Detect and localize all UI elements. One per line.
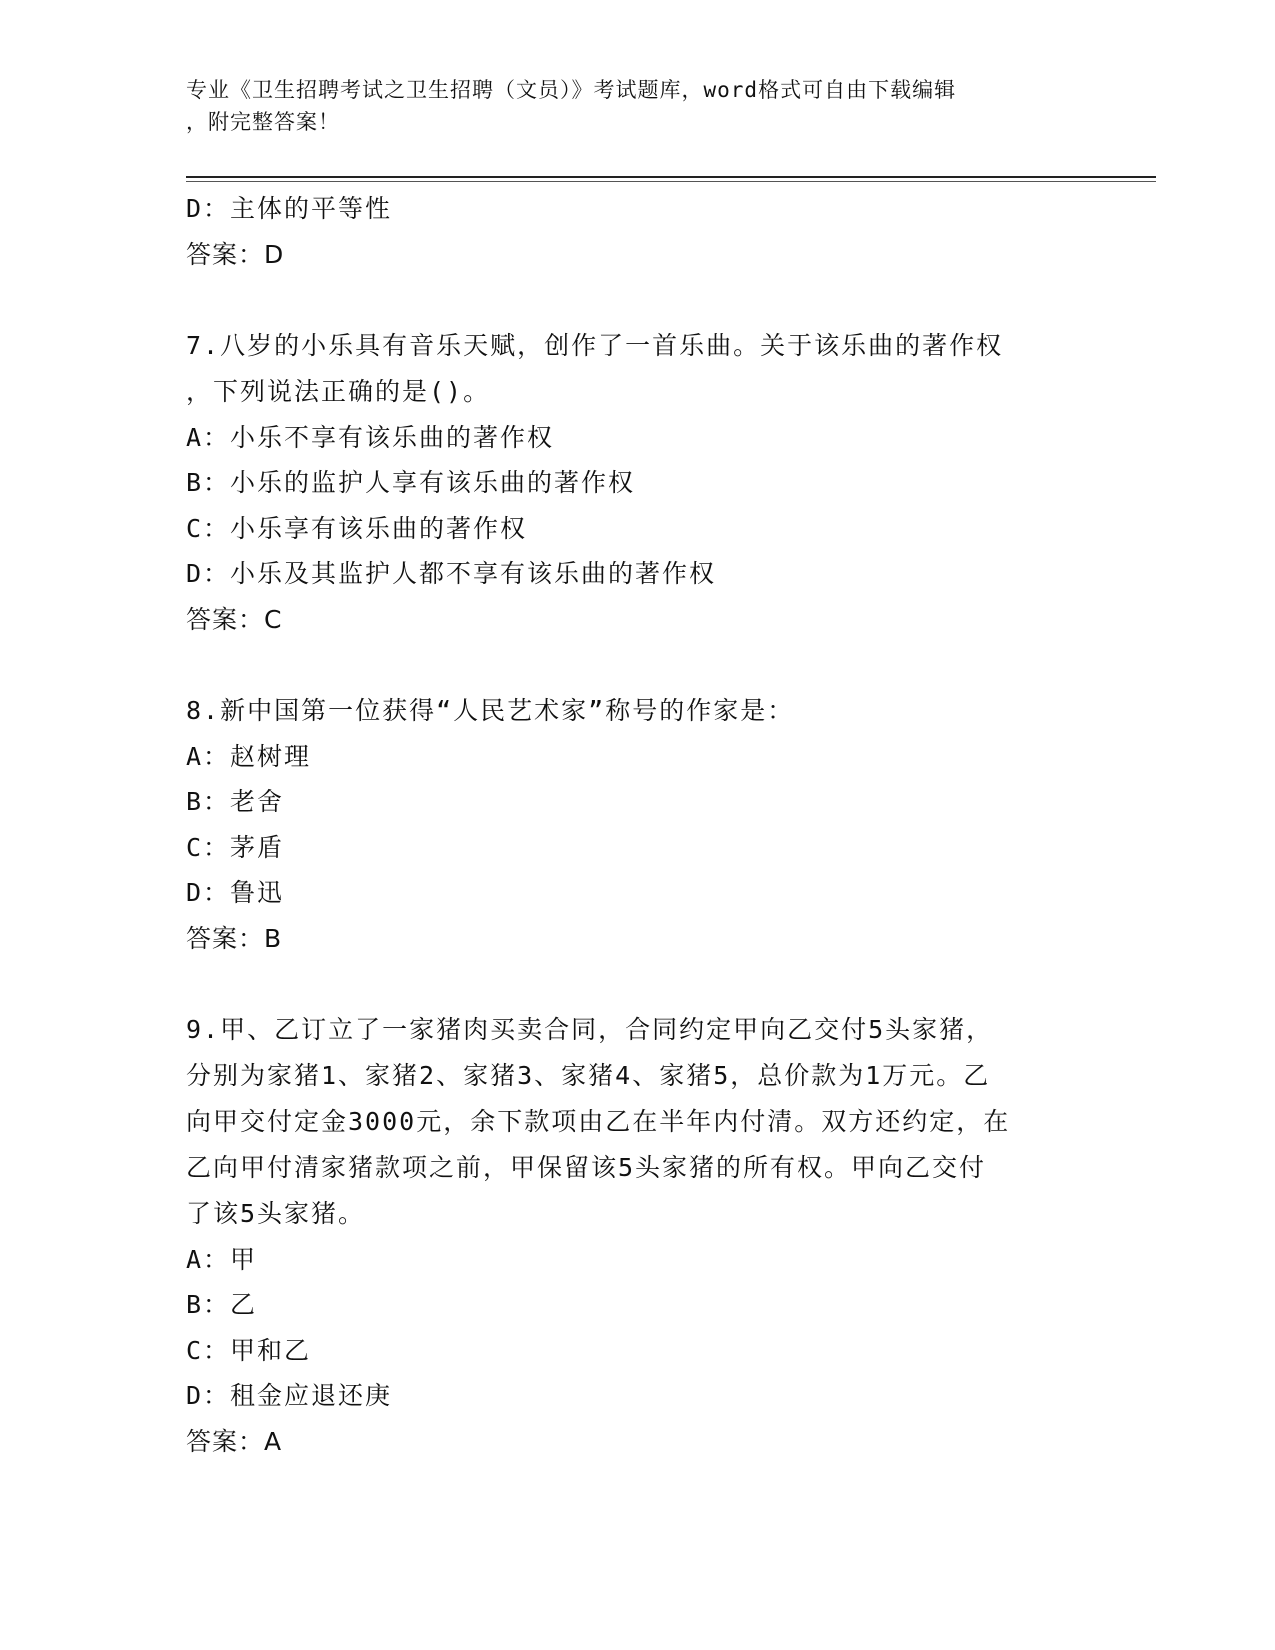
answer: 答案：B: [186, 923, 283, 953]
answer: 答案：C: [186, 604, 283, 634]
question-content: [186, 186, 1086, 1464]
question-stem-line: 8.新中国第一位获得“人民艺术家”称号的作家是：: [186, 695, 795, 725]
question-stem-line: 乙向甲付清家猪款项之前，甲保留该5头家猪的所有权。甲向乙交付: [186, 1152, 987, 1182]
question-stem-line: 分别为家猪1、家猪2、家猪3、家猪4、家猪5，总价款为1万元。乙: [186, 1060, 991, 1090]
option-c: C：甲和乙: [186, 1335, 312, 1365]
spacer: [186, 642, 1086, 688]
previous-question-tail: [186, 186, 1086, 277]
option-d: D：鲁迅: [186, 878, 285, 907]
question-stem-line: 了该5头家猪。: [186, 1198, 366, 1228]
option-d: D：小乐及其监护人都不享有该乐曲的著作权: [186, 559, 717, 588]
header-divider-thick: [186, 176, 1156, 178]
question-stem-line: 7.八岁的小乐具有音乐天赋，创作了一首乐曲。关于该乐曲的著作权: [186, 330, 1004, 360]
answer: 答案：A: [186, 1426, 283, 1456]
option-c: C：小乐享有该乐曲的著作权: [186, 513, 528, 543]
question-8: [186, 688, 1086, 962]
question-stem-line: 向甲交付定金3000元，余下款项由乙在半年内付清。双方还约定，在: [186, 1106, 1011, 1136]
document-header: [186, 74, 1086, 138]
question-9: [186, 1007, 1086, 1465]
answer: 答案：D: [186, 239, 285, 269]
question-stem-line: 9.甲、乙订立了一家猪肉买卖合同，合同约定甲向乙交付5头家猪，: [186, 1014, 994, 1044]
option-d: D：主体的平等性: [186, 194, 393, 223]
option-b: B：老舍: [186, 787, 285, 816]
spacer: [186, 961, 1086, 1007]
option-b: B：乙: [186, 1290, 258, 1319]
spacer: [186, 277, 1086, 323]
question-7: [186, 323, 1086, 643]
question-stem-line: ，下列说法正确的是()。: [186, 376, 491, 406]
option-a: A：小乐不享有该乐曲的著作权: [186, 422, 555, 452]
header-line-1: 专业《卫生招聘考试之卫生招聘（文员）》考试题库，word格式可自由下载编辑: [186, 78, 957, 102]
header-line-2: ，附完整答案！: [186, 110, 340, 134]
option-c: C：茅盾: [186, 832, 285, 862]
option-a: A：甲: [186, 1244, 258, 1274]
option-b: B：小乐的监护人享有该乐曲的著作权: [186, 468, 636, 497]
option-a: A：赵树理: [186, 741, 312, 771]
option-d: D：租金应退还庚: [186, 1381, 393, 1410]
header-divider-thin: [186, 181, 1156, 182]
